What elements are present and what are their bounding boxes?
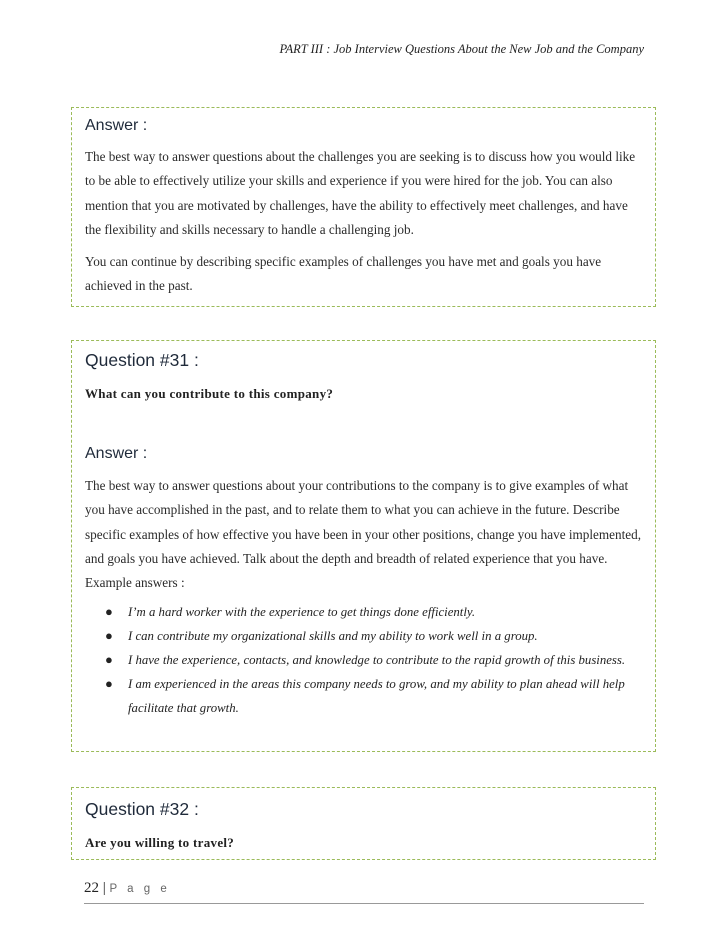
- question-text: What can you contribute to this company?: [85, 386, 334, 401]
- question-heading: Question #31 :: [85, 350, 199, 370]
- answer-box-30: [71, 107, 656, 307]
- footer-separator: |: [102, 880, 106, 896]
- bullet-icon: ●: [105, 676, 113, 691]
- answer-paragraph: The best way to answer questions about your contributions to the company is to give examples of what you have accomplished in the past, and to relate them to what you can achieve in the future. Describe specific examples of how effective you have been in your other positions, change you have implemented, and goals you have achieved. Talk about the depth and breadth of related experience that you have. Example answers :: [85, 478, 642, 591]
- question-text: Are you willing to travel?: [85, 835, 235, 850]
- question-heading: Question #32 :: [85, 799, 199, 819]
- list-item: ● I’m a hard worker with the experience to get things done efficiently.: [85, 600, 645, 624]
- list-item: ● I can contribute my organizational skills and my ability to work well in a group.: [85, 624, 645, 648]
- answer-heading: Answer :: [85, 445, 148, 462]
- answer-paragraph: The best way to answer questions about the challenges you are seeking is to discuss how you would like to be able to effectively utilize your skills and experience if you were hired for the job. You can also mention that you are motivated by challenges, have the ability to effectively meet challenges, and have the flexibility and skills necessary to handle a challenging job.: [85, 149, 636, 237]
- answer-heading: Answer :: [85, 117, 148, 134]
- question-box-32: [71, 787, 656, 860]
- page-header: PART III : Job Interview Questions About the New Job and the Company: [279, 42, 644, 56]
- answer-paragraph: You can continue by describing specific examples of challenges you have met and goals you have achieved in the past.: [85, 254, 602, 294]
- page-footer: [84, 880, 170, 897]
- bullet-icon: ●: [105, 604, 113, 619]
- footer-divider: [84, 903, 644, 904]
- page-label: P a g e: [109, 883, 171, 895]
- list-item: ● I am experienced in the areas this company needs to grow, and my ability to plan ahead will help facilitate that growth.: [85, 672, 645, 720]
- bullet-icon: ●: [105, 628, 113, 643]
- list-item: ● I have the experience, contacts, and knowledge to contribute to the rapid growth of this business.: [85, 648, 645, 672]
- question-box-31: [71, 340, 656, 752]
- page-number: 22: [84, 880, 99, 896]
- bullet-icon: ●: [105, 652, 113, 667]
- example-answers-list: [85, 600, 645, 720]
